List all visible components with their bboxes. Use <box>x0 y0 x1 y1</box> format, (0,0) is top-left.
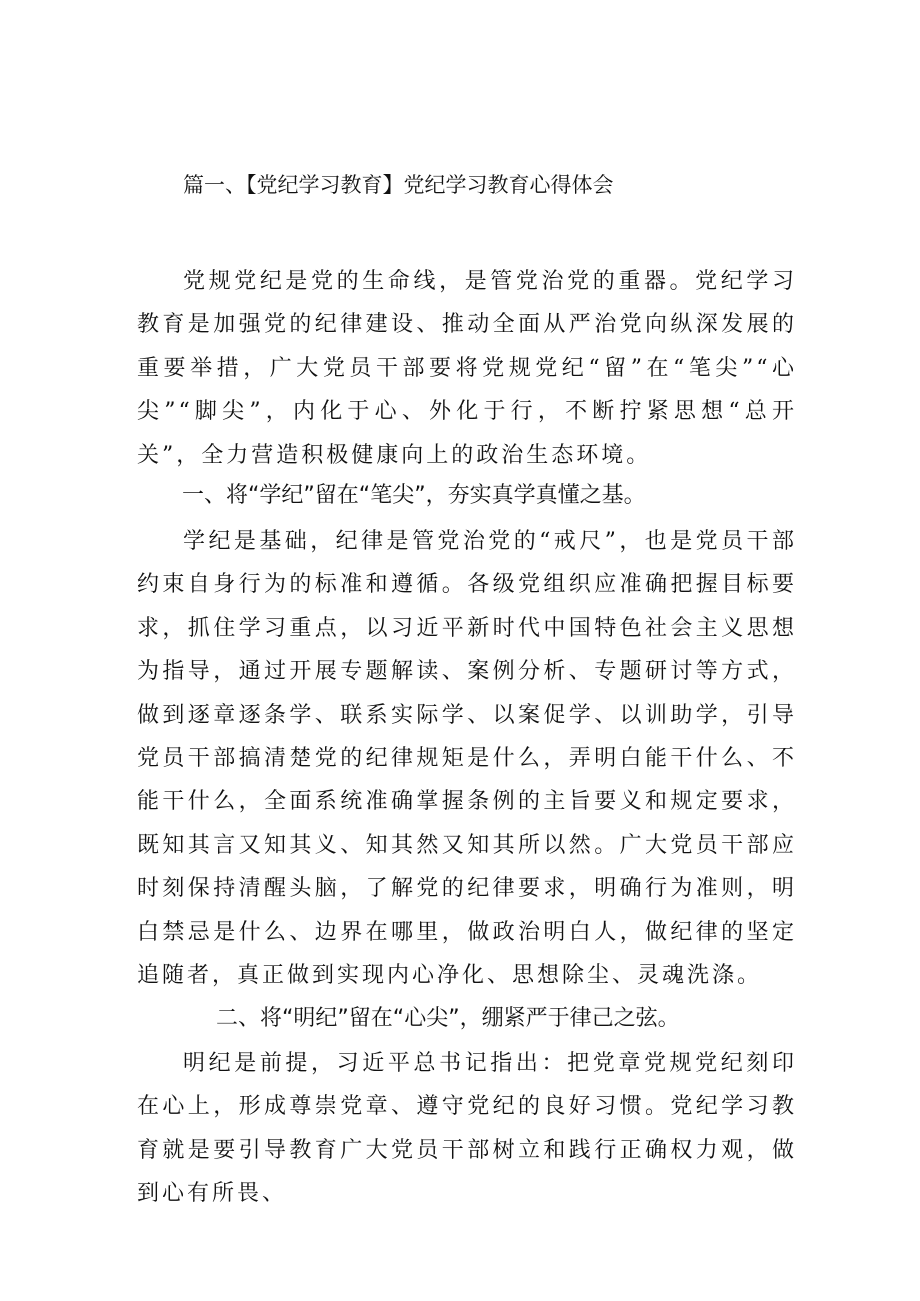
section-2-heading: 二、将“明纪”留在“心尖”，绷紧严于律己之弦。 <box>216 1006 680 1031</box>
section-1-body: 学纪是基础，纪律是管党治党的“戒尺”，也是党员干部约束自身行为的标准和遵循。各级党组织应准确把握目标要求，抓住学习重点，以习近平新时代中国特色社会主义思想为指导，通过开展专题解读、案例分析、专题研讨等方式，做到逐章逐条学、联系实际学、以案促学、以训助学，引导党员干部搞清楚党的纪律规矩是什么，弄明白能干什么、不能干什么，全面系统准确掌握条例的主旨要义和规定要求，既知其言又知其义、知其然又知其所以然。广大党员干部应时刻保持清醒头脑，了解党的纪律要求，明确行为准则，明白禁忌是什么、边界在哪里，做政治明白人，做纪律的坚定追随者，真正做到实现内心净化、思想除尘、灵魂洗涤。 <box>137 529 797 989</box>
section-1-heading: 一、将“学纪”留在“笔尖”，夯实真学真懂之基。 <box>182 483 646 508</box>
intro-paragraph: 党规党纪是党的生命线，是管党治党的重器。党纪学习教育是加强党的纪律建设、推动全面从严治党向纵深发展的重要举措，广大党员干部要将党规党纪“留”在“笔尖”“心尖”“脚尖”，内化于心、外化于行，不断拧紧思想“总开关”，全力营造积极健康向上的政治生态环境。 <box>137 269 797 468</box>
document-title: 篇一、【党纪学习教育】党纪学习教育心得体会 <box>183 173 614 197</box>
section-2-body: 明纪是前提，习近平总书记指出：把党章党规党纪刻印在心上，形成尊崇党章、遵守党纪的良好习惯。党纪学习教育就是要引导教育广大党员干部树立和践行正确权力观，做到心有所畏、 <box>137 1051 797 1207</box>
